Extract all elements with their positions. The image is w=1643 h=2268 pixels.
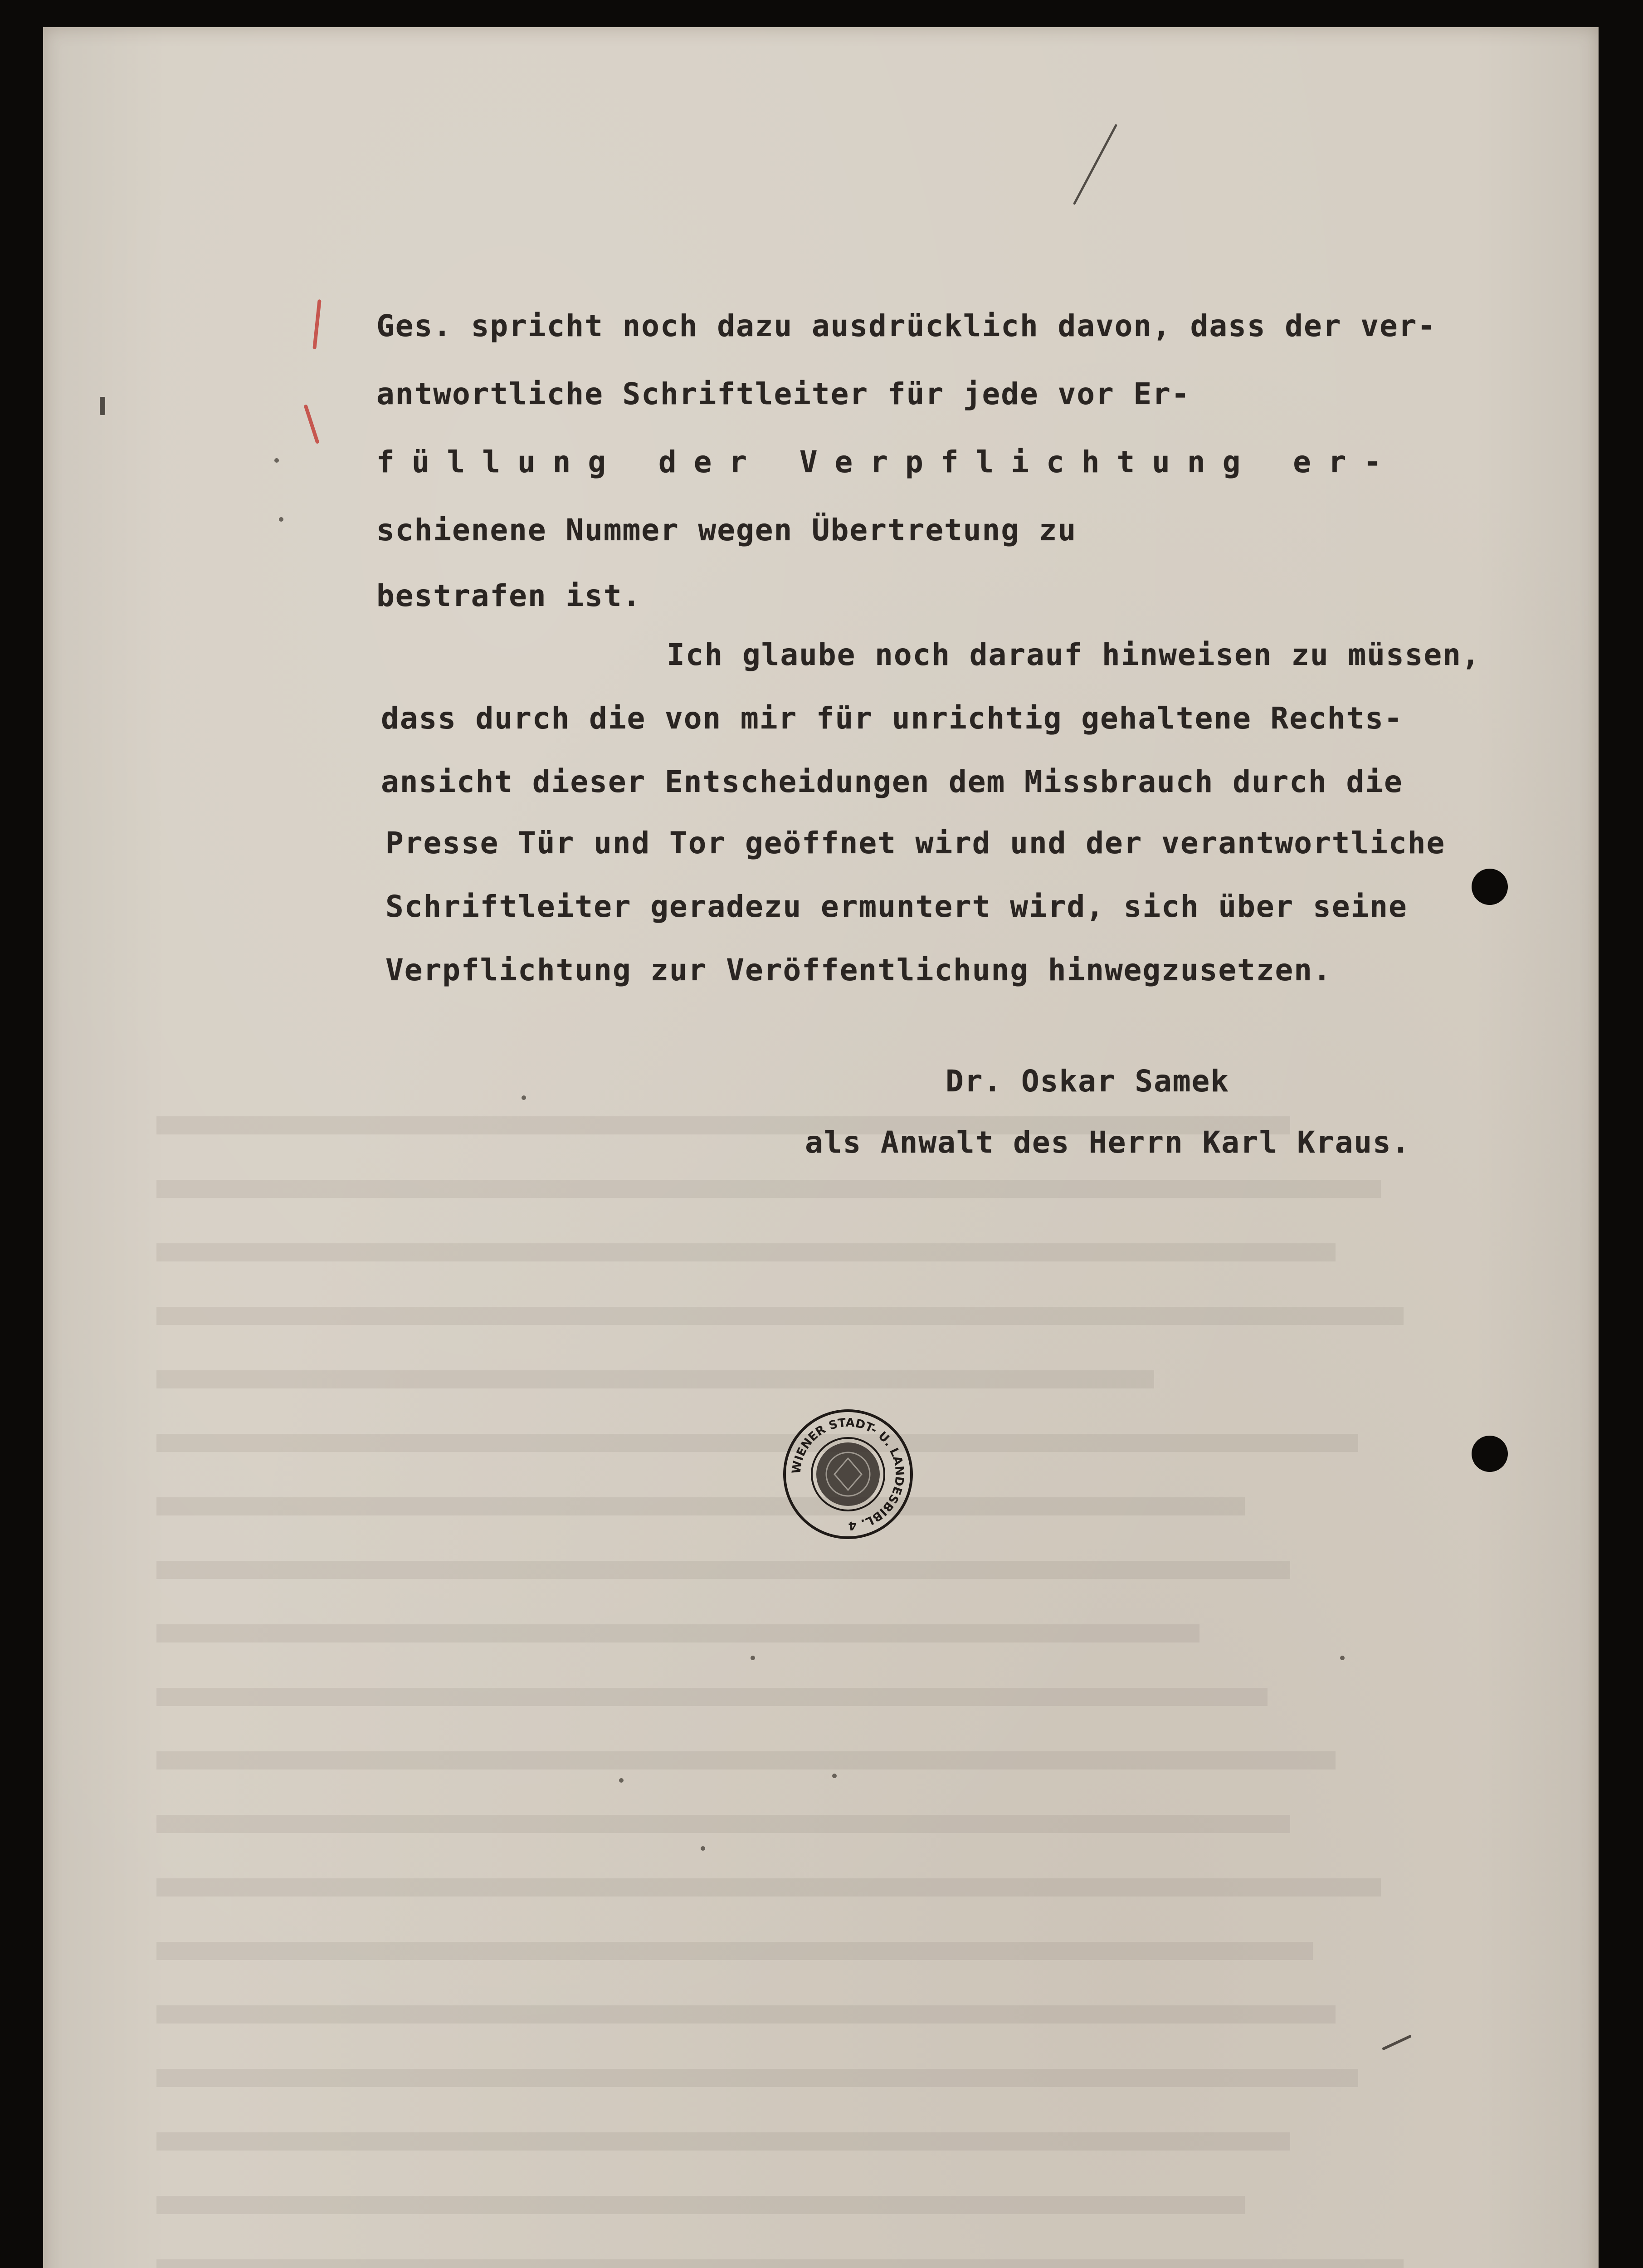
punch-hole	[1472, 869, 1508, 905]
pencil-mark	[100, 397, 105, 415]
ink-speck	[279, 517, 283, 522]
text-line: Ich glaube noch darauf hinweisen zu müssen,	[667, 637, 1481, 672]
stamp-text: WIENER STADT- U. LANDESBIBL. 4	[790, 1416, 907, 1533]
signature-role: als Anwalt des Herrn Karl Kraus.	[805, 1125, 1411, 1160]
bleed-through-text	[156, 1093, 1472, 2268]
pencil-mark	[1073, 124, 1117, 205]
text-line: dass durch die von mir für unrichtig gehaltene Rechts-	[381, 701, 1403, 736]
ink-speck	[701, 1846, 705, 1851]
ink-speck	[619, 1778, 624, 1783]
ink-speck	[522, 1095, 526, 1100]
ink-speck	[1340, 1656, 1345, 1660]
text-line: schienene Nummer wegen Übertretung zu	[376, 513, 1077, 547]
text-line: antwortliche Schriftleiter für jede vor Er-	[376, 376, 1190, 411]
document-page	[43, 27, 1599, 2268]
ink-speck	[832, 1774, 837, 1778]
text-line: Schriftleiter geradezu ermuntert wird, sich über seine	[385, 889, 1408, 924]
ink-speck	[274, 458, 279, 463]
punch-hole	[1472, 1436, 1508, 1472]
library-stamp	[780, 1406, 916, 1542]
red-pencil-mark	[312, 299, 321, 349]
red-pencil-mark	[303, 404, 319, 444]
signature-name: Dr. Oskar Samek	[946, 1064, 1230, 1099]
ink-speck	[751, 1656, 755, 1660]
text-line: füllung der Verpflichtung er-	[376, 445, 1399, 479]
text-line: Ges. spricht noch dazu ausdrücklich davon, dass der ver-	[376, 308, 1437, 343]
text-line: Verpflichtung zur Veröffentlichung hinwegzusetzen.	[385, 953, 1332, 987]
text-line: ansicht dieser Entscheidungen dem Missbrauch durch die	[381, 764, 1403, 799]
text-line: Presse Tür und Tor geöffnet wird und der verantwortliche	[385, 826, 1446, 860]
text-line: bestrafen ist.	[376, 578, 642, 613]
stamp-seal-icon	[780, 1406, 916, 1542]
